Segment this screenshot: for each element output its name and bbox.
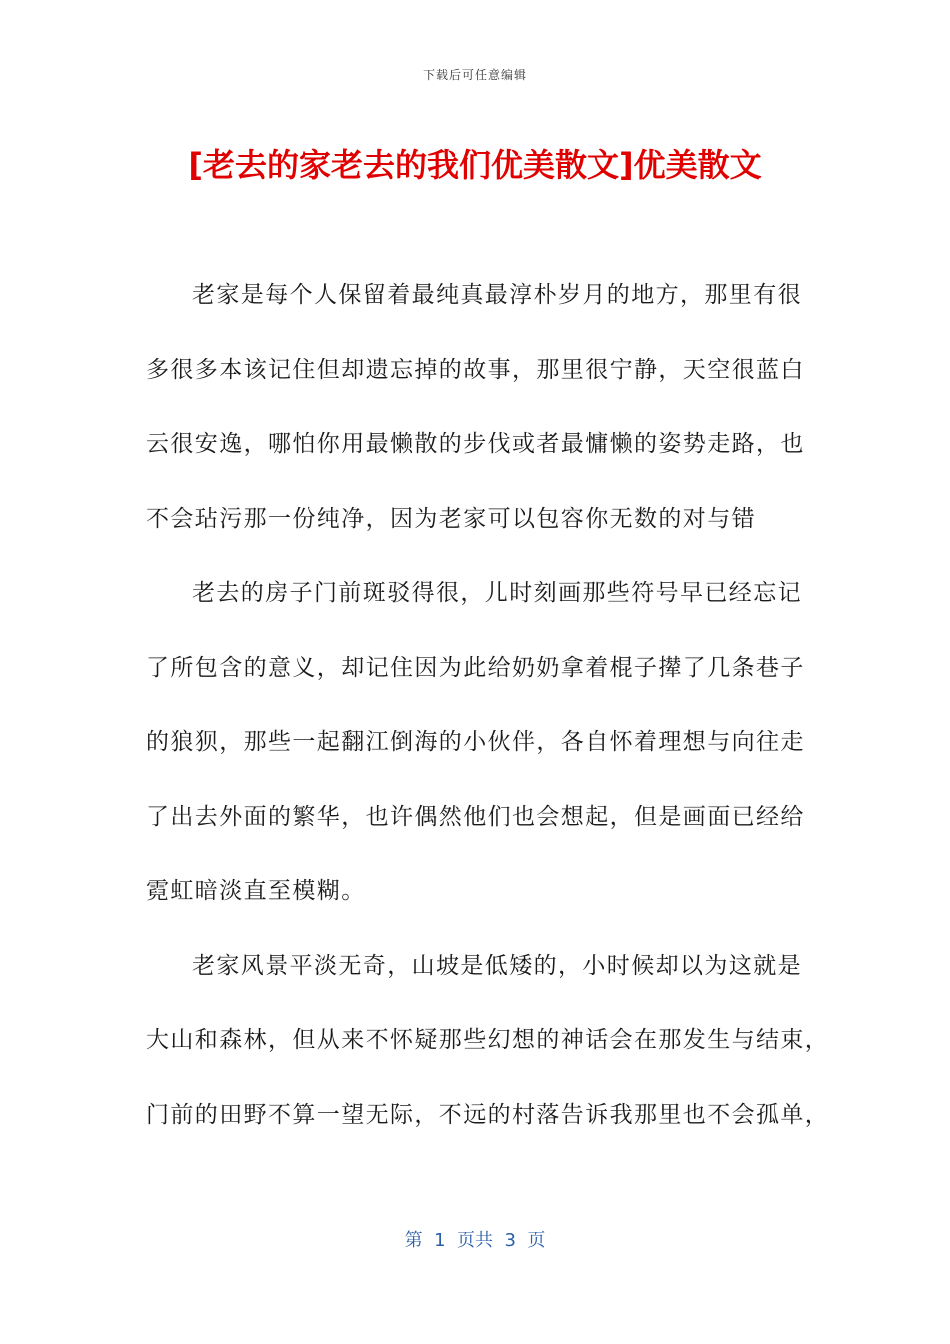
paragraph-line: 霓虹暗淡直至模糊。 — [146, 878, 366, 904]
header-note: 下载后可任意编辑 — [422, 68, 527, 82]
paragraph-line: 老家是每个人保留着最纯真最淳朴岁月的地方，那里有很 — [192, 282, 802, 308]
document-body — [146, 258, 830, 1152]
paragraph-line: 的狼狈，那些一起翻江倒海的小伙伴，各自怀着理想与向往走 — [146, 729, 805, 755]
paragraph-line: 门前的田野不算一望无际，不远的村落告诉我那里也不会孤单， — [146, 1101, 830, 1128]
paragraph-3 — [146, 929, 830, 1153]
paragraph-2 — [146, 556, 806, 929]
paragraph-line: 老家风景平淡无奇，山坡是低矮的，小时候却以为这就是 — [192, 952, 802, 979]
paragraph-line: 老去的房子门前斑驳得很，儿时刻画那些符号早已经忘记 — [192, 580, 802, 606]
paragraph-line: 了出去外面的繁华，也许偶然他们也会想起，但是画面已经给 — [146, 803, 805, 830]
document-title: [老去的家老去的我们优美散文]优美散文 — [188, 146, 762, 184]
paragraph-line: 大山和森林，但从来不怀疑那些幻想的神话会在那发生与结束， — [146, 1027, 830, 1053]
page-number-footer: 第 1 页共 3 页 — [404, 1230, 546, 1251]
paragraph-line: 云很安逸，哪怕你用最懒散的步伐或者最慵懒的姿势走路，也 — [146, 431, 805, 457]
paragraph-line: 了所包含的意义，却记住因为此给奶奶拿着棍子撵了几条巷子 — [146, 654, 805, 681]
paragraph-line: 不会玷污那一份纯净，因为老家可以包容你无数的对与错 — [146, 505, 756, 532]
paragraph-1 — [146, 258, 806, 556]
paragraph-line: 多很多本该记住但却遗忘掉的故事，那里很宁静，天空很蓝白 — [146, 356, 805, 383]
